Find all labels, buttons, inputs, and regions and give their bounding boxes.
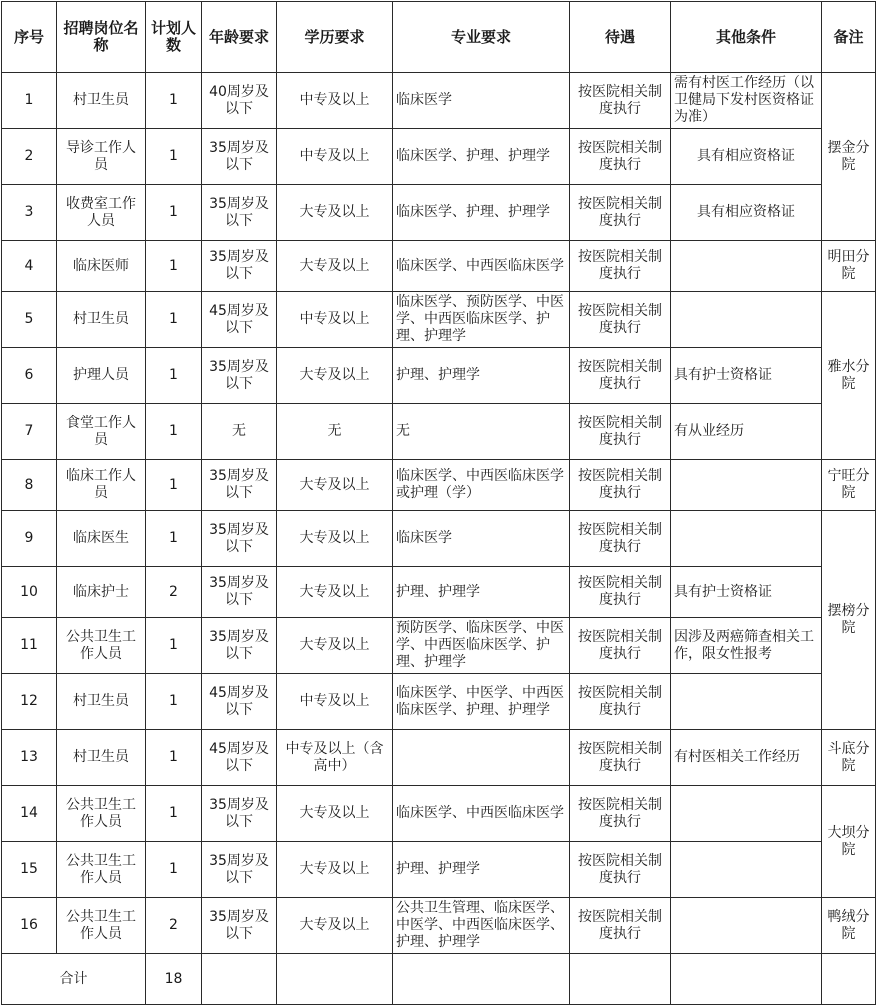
age-requirement-cell: 40周岁及以下: [202, 73, 277, 129]
recruitment-table: [1, 1, 876, 1005]
treatment-cell: 按医院相关制度执行: [570, 730, 671, 786]
other-conditions-cell: 具有相应资格证: [671, 129, 822, 185]
major-requirement-cell: 公共卫生管理、临床医学、中医学、中西医临床医学、护理、护理学: [393, 898, 570, 954]
row-number-cell: 8: [2, 460, 57, 511]
remark-cell: 大坝分院: [822, 786, 876, 898]
other-conditions-cell: 有村医相关工作经历: [671, 730, 822, 786]
education-requirement-cell: 大专及以上: [277, 567, 393, 618]
remark-cell: 鸭绒分院: [822, 898, 876, 954]
treatment-cell: 按医院相关制度执行: [570, 73, 671, 129]
major-requirement-cell: 临床医学、中医学、中西医临床医学、护理、护理学: [393, 674, 570, 730]
row-number-cell: 5: [2, 292, 57, 348]
major-requirement-cell: 临床医学、中西医临床医学: [393, 786, 570, 842]
post-name-cell: 临床工作人员: [57, 460, 146, 511]
post-name-cell: 导诊工作人员: [57, 129, 146, 185]
treatment-cell: 按医院相关制度执行: [570, 842, 671, 898]
header-cell: 其他条件: [671, 2, 822, 73]
table-row: [2, 730, 876, 786]
post-name-cell: 村卫生员: [57, 730, 146, 786]
age-requirement-cell: 35周岁及以下: [202, 567, 277, 618]
major-requirement-cell: 无: [393, 404, 570, 460]
education-requirement-cell: 大专及以上: [277, 898, 393, 954]
other-conditions-cell: [671, 842, 822, 898]
empty-cell: [671, 954, 822, 1005]
other-conditions-cell: 因涉及两癌筛查相关工作，限女性报考: [671, 618, 822, 674]
table-row: [2, 460, 876, 511]
plan-count-cell: 1: [146, 511, 202, 567]
plan-count-cell: 1: [146, 674, 202, 730]
table-row: [2, 129, 876, 185]
education-requirement-cell: 中专及以上: [277, 73, 393, 129]
post-name-cell: 食堂工作人员: [57, 404, 146, 460]
other-conditions-cell: 具有相应资格证: [671, 185, 822, 241]
education-requirement-cell: 大专及以上: [277, 511, 393, 567]
education-requirement-cell: 中专及以上（含高中）: [277, 730, 393, 786]
post-name-cell: 临床医生: [57, 511, 146, 567]
post-name-cell: 临床医师: [57, 241, 146, 292]
major-requirement-cell: 护理、护理学: [393, 842, 570, 898]
treatment-cell: 按医院相关制度执行: [570, 241, 671, 292]
recruitment-table-page: [0, 1, 876, 987]
row-number-cell: 16: [2, 898, 57, 954]
empty-cell: [202, 954, 277, 1005]
row-number-cell: 2: [2, 129, 57, 185]
plan-count-cell: 1: [146, 348, 202, 404]
age-requirement-cell: 35周岁及以下: [202, 898, 277, 954]
remark-cell: 摆金分院: [822, 73, 876, 241]
header-cell: 学历要求: [277, 2, 393, 73]
age-requirement-cell: 35周岁及以下: [202, 241, 277, 292]
table-row: [2, 292, 876, 348]
age-requirement-cell: 35周岁及以下: [202, 842, 277, 898]
plan-count-cell: 1: [146, 786, 202, 842]
row-number-cell: 1: [2, 73, 57, 129]
table-row: [2, 618, 876, 674]
age-requirement-cell: 35周岁及以下: [202, 129, 277, 185]
empty-cell: [393, 954, 570, 1005]
treatment-cell: 按医院相关制度执行: [570, 786, 671, 842]
remark-cell: 斗底分院: [822, 730, 876, 786]
row-number-cell: 14: [2, 786, 57, 842]
education-requirement-cell: 大专及以上: [277, 786, 393, 842]
row-number-cell: 4: [2, 241, 57, 292]
plan-count-cell: 2: [146, 898, 202, 954]
table-row: [2, 842, 876, 898]
row-number-cell: 10: [2, 567, 57, 618]
age-requirement-cell: 45周岁及以下: [202, 292, 277, 348]
age-requirement-cell: 无: [202, 404, 277, 460]
major-requirement-cell: 护理、护理学: [393, 348, 570, 404]
row-number-cell: 3: [2, 185, 57, 241]
other-conditions-cell: [671, 786, 822, 842]
row-number-cell: 9: [2, 511, 57, 567]
treatment-cell: 按医院相关制度执行: [570, 674, 671, 730]
major-requirement-cell: 临床医学、预防医学、中医学、中西医临床医学、护理、护理学: [393, 292, 570, 348]
table-row: [2, 674, 876, 730]
age-requirement-cell: 35周岁及以下: [202, 618, 277, 674]
header-row: [2, 2, 876, 73]
post-name-cell: 临床护士: [57, 567, 146, 618]
age-requirement-cell: 45周岁及以下: [202, 674, 277, 730]
table-row: [2, 241, 876, 292]
table-row: [2, 511, 876, 567]
plan-count-cell: 1: [146, 129, 202, 185]
empty-cell: [570, 954, 671, 1005]
age-requirement-cell: 35周岁及以下: [202, 460, 277, 511]
education-requirement-cell: 大专及以上: [277, 460, 393, 511]
other-conditions-cell: [671, 460, 822, 511]
header-cell: 计划人数: [146, 2, 202, 73]
row-number-cell: 13: [2, 730, 57, 786]
plan-count-cell: 2: [146, 567, 202, 618]
age-requirement-cell: 35周岁及以下: [202, 348, 277, 404]
plan-count-cell: 1: [146, 404, 202, 460]
remark-cell: 明田分院: [822, 241, 876, 292]
post-name-cell: 村卫生员: [57, 292, 146, 348]
plan-count-cell: 1: [146, 730, 202, 786]
treatment-cell: 按医院相关制度执行: [570, 348, 671, 404]
major-requirement-cell: 临床医学、护理、护理学: [393, 129, 570, 185]
header-cell: 年龄要求: [202, 2, 277, 73]
remark-cell: 宁旺分院: [822, 460, 876, 511]
plan-count-cell: 1: [146, 241, 202, 292]
other-conditions-cell: [671, 511, 822, 567]
remark-cell: 雅水分院: [822, 292, 876, 460]
table-row: [2, 898, 876, 954]
plan-count-cell: 1: [146, 73, 202, 129]
table-row: [2, 404, 876, 460]
table-row: [2, 786, 876, 842]
plan-count-cell: 1: [146, 460, 202, 511]
age-requirement-cell: 35周岁及以下: [202, 511, 277, 567]
education-requirement-cell: 无: [277, 404, 393, 460]
treatment-cell: 按医院相关制度执行: [570, 460, 671, 511]
post-name-cell: 村卫生员: [57, 73, 146, 129]
treatment-cell: 按医院相关制度执行: [570, 129, 671, 185]
empty-cell: [277, 954, 393, 1005]
post-name-cell: 公共卫生工作人员: [57, 618, 146, 674]
other-conditions-cell: 具有护士资格证: [671, 348, 822, 404]
major-requirement-cell: 临床医学: [393, 73, 570, 129]
row-number-cell: 12: [2, 674, 57, 730]
row-number-cell: 15: [2, 842, 57, 898]
table-row: [2, 567, 876, 618]
table-row: [2, 348, 876, 404]
post-name-cell: 收费室工作人员: [57, 185, 146, 241]
major-requirement-cell: 护理、护理学: [393, 567, 570, 618]
education-requirement-cell: 大专及以上: [277, 618, 393, 674]
major-requirement-cell: 临床医学、护理、护理学: [393, 185, 570, 241]
total-label: 合计: [2, 954, 146, 1005]
other-conditions-cell: [671, 898, 822, 954]
header-cell: 序号: [2, 2, 57, 73]
age-requirement-cell: 35周岁及以下: [202, 185, 277, 241]
total-count: 18: [146, 954, 202, 1005]
total-row: [2, 954, 876, 1005]
major-requirement-cell: 预防医学、临床医学、中医学、中西医临床医学、护理、护理学: [393, 618, 570, 674]
table-row: [2, 185, 876, 241]
education-requirement-cell: 大专及以上: [277, 842, 393, 898]
header-cell: 待遇: [570, 2, 671, 73]
other-conditions-cell: 具有护士资格证: [671, 567, 822, 618]
education-requirement-cell: 中专及以上: [277, 129, 393, 185]
other-conditions-cell: [671, 241, 822, 292]
treatment-cell: 按医院相关制度执行: [570, 292, 671, 348]
major-requirement-cell: 临床医学、中西医临床医学或护理（学）: [393, 460, 570, 511]
major-requirement-cell: 临床医学、中西医临床医学: [393, 241, 570, 292]
other-conditions-cell: 有从业经历: [671, 404, 822, 460]
post-name-cell: 护理人员: [57, 348, 146, 404]
empty-cell: [822, 954, 876, 1005]
header-cell: 专业要求: [393, 2, 570, 73]
treatment-cell: 按医院相关制度执行: [570, 404, 671, 460]
remark-cell: 摆榜分院: [822, 511, 876, 730]
treatment-cell: 按医院相关制度执行: [570, 898, 671, 954]
row-number-cell: 7: [2, 404, 57, 460]
education-requirement-cell: 大专及以上: [277, 185, 393, 241]
major-requirement-cell: 临床医学: [393, 511, 570, 567]
table-row: [2, 73, 876, 129]
education-requirement-cell: 中专及以上: [277, 292, 393, 348]
age-requirement-cell: 35周岁及以下: [202, 786, 277, 842]
other-conditions-cell: [671, 292, 822, 348]
plan-count-cell: 1: [146, 185, 202, 241]
post-name-cell: 公共卫生工作人员: [57, 786, 146, 842]
row-number-cell: 6: [2, 348, 57, 404]
plan-count-cell: 1: [146, 292, 202, 348]
post-name-cell: 公共卫生工作人员: [57, 842, 146, 898]
other-conditions-cell: [671, 674, 822, 730]
header-cell: 招聘岗位名称: [57, 2, 146, 73]
treatment-cell: 按医院相关制度执行: [570, 185, 671, 241]
education-requirement-cell: 大专及以上: [277, 348, 393, 404]
education-requirement-cell: 大专及以上: [277, 241, 393, 292]
treatment-cell: 按医院相关制度执行: [570, 511, 671, 567]
treatment-cell: 按医院相关制度执行: [570, 567, 671, 618]
row-number-cell: 11: [2, 618, 57, 674]
other-conditions-cell: 需有村医工作经历（以卫健局下发村医资格证为准）: [671, 73, 822, 129]
post-name-cell: 公共卫生工作人员: [57, 898, 146, 954]
treatment-cell: 按医院相关制度执行: [570, 618, 671, 674]
plan-count-cell: 1: [146, 842, 202, 898]
education-requirement-cell: 中专及以上: [277, 674, 393, 730]
post-name-cell: 村卫生员: [57, 674, 146, 730]
major-requirement-cell: [393, 730, 570, 786]
age-requirement-cell: 45周岁及以下: [202, 730, 277, 786]
plan-count-cell: 1: [146, 618, 202, 674]
header-cell: 备注: [822, 2, 876, 73]
